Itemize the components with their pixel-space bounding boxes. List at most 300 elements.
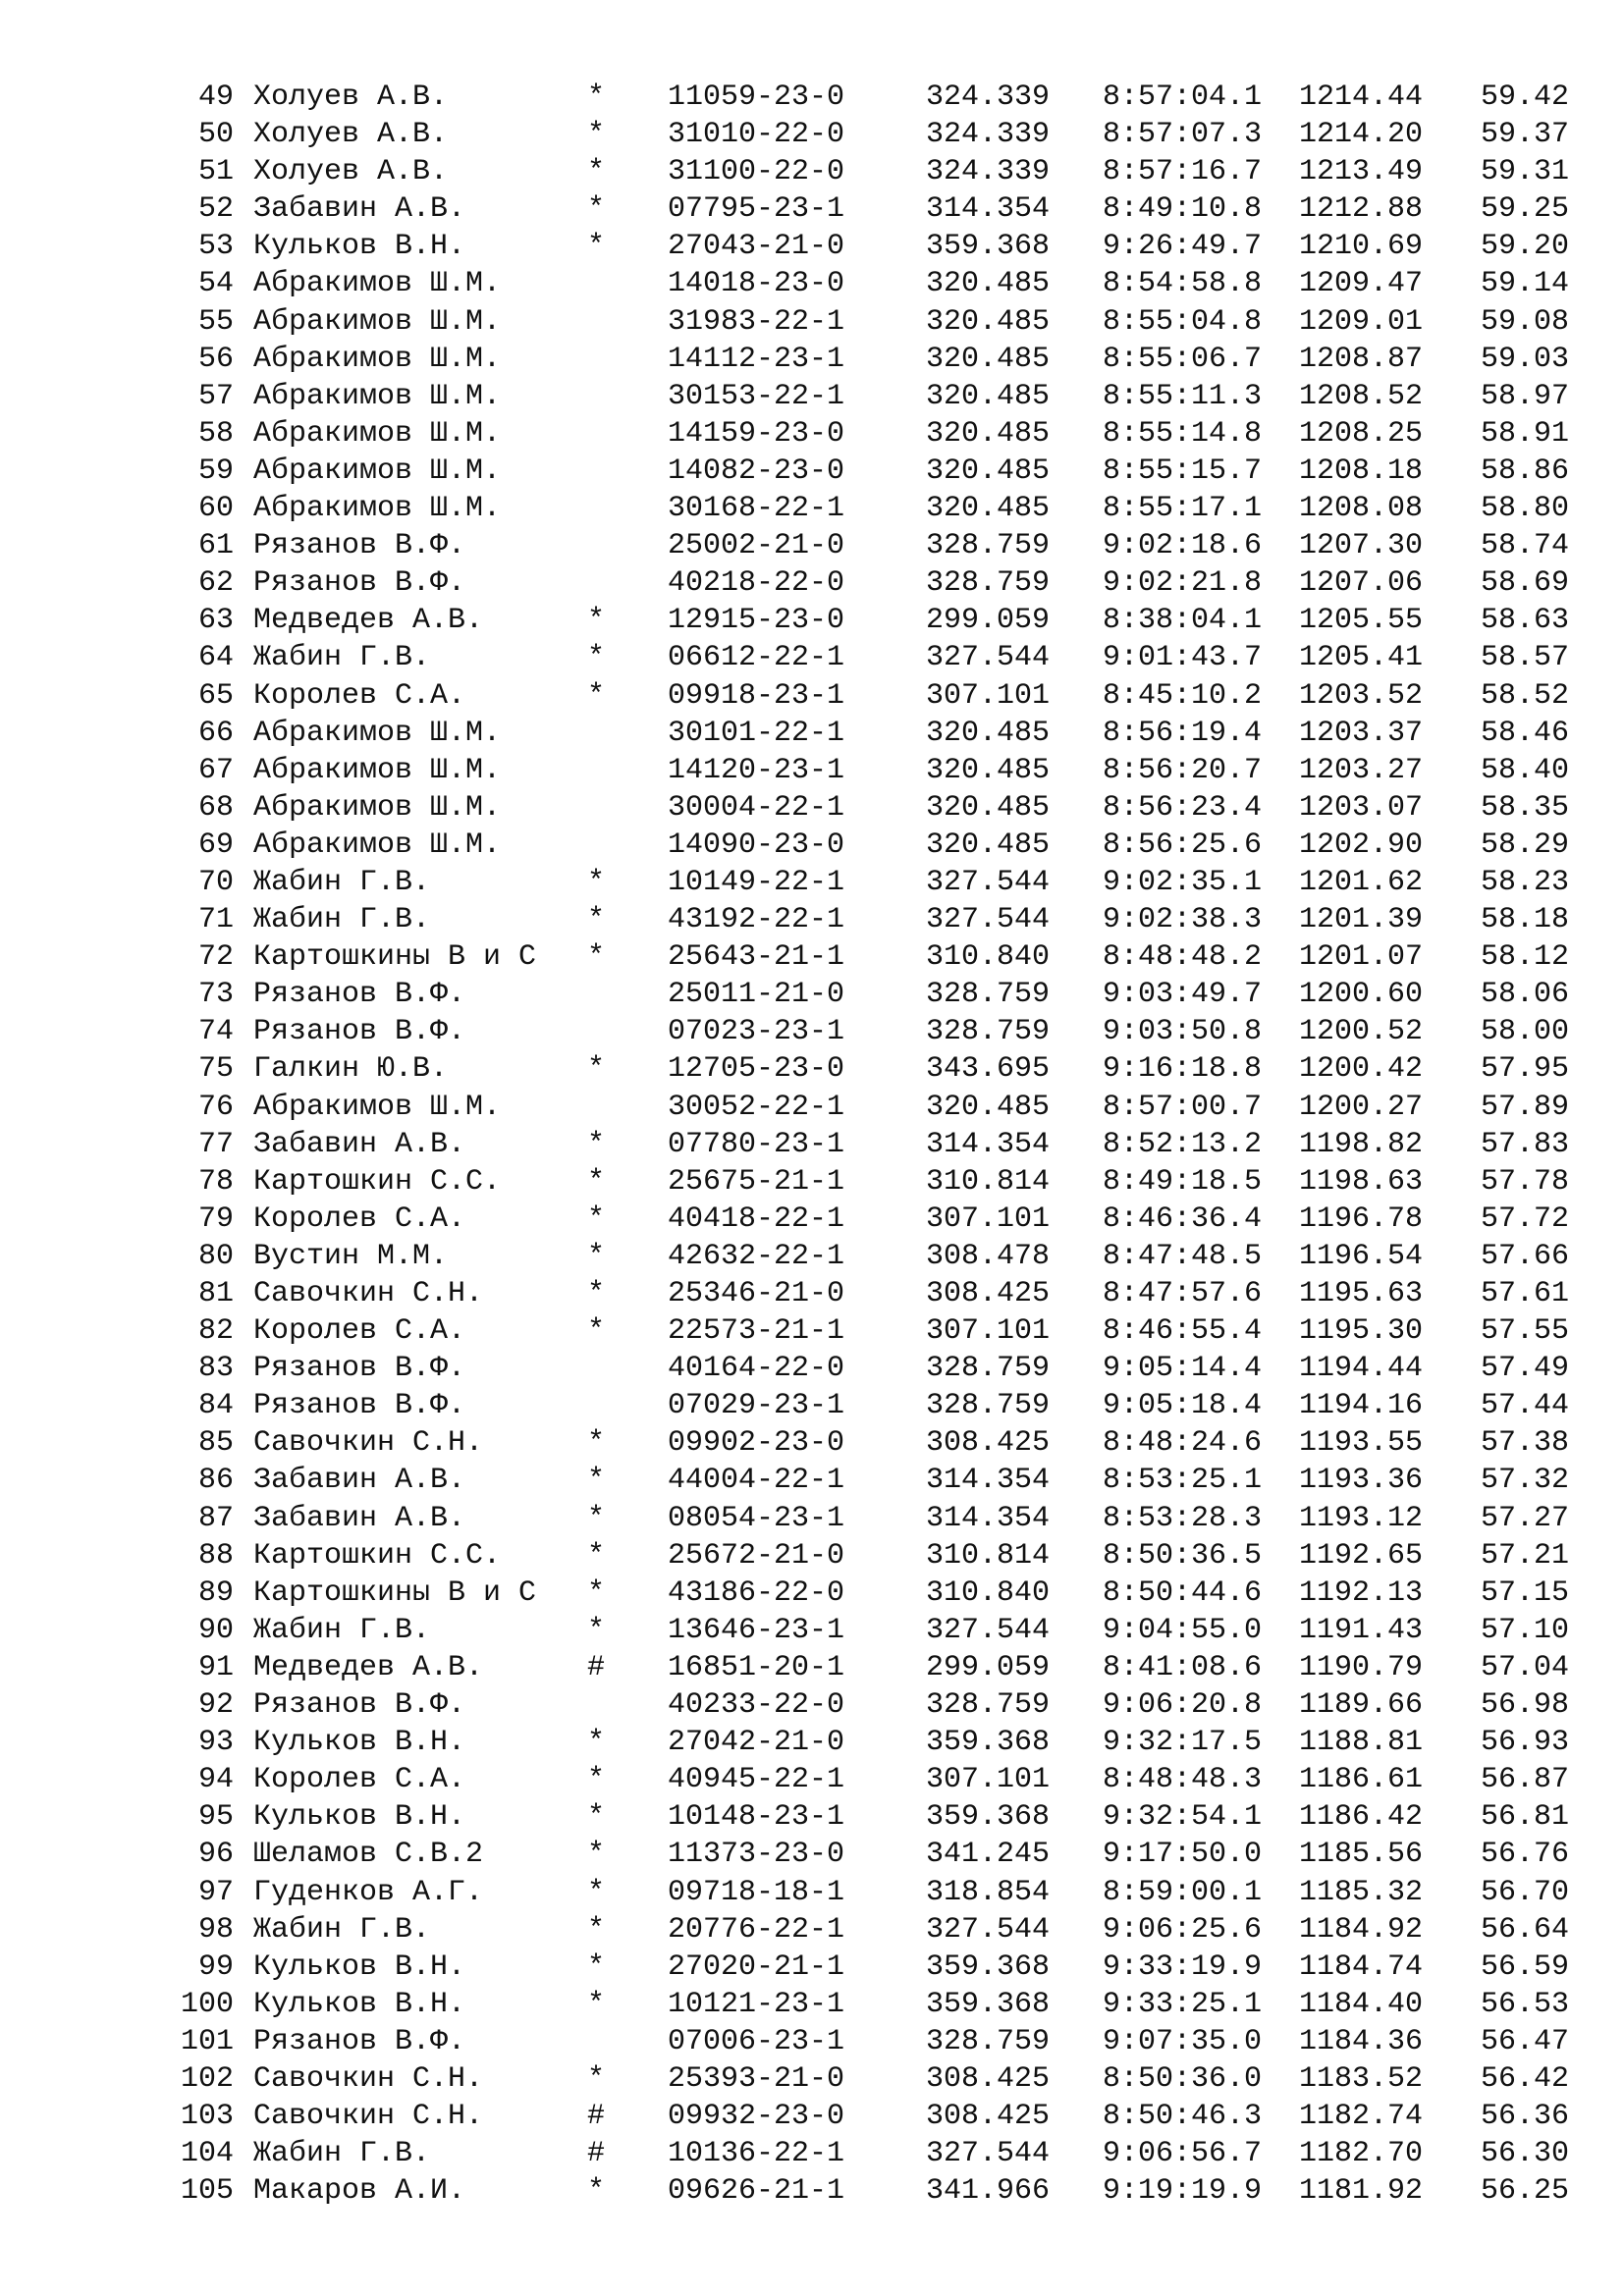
distance: 328.759 [926,1352,1051,1386]
score: 57.78 [1481,1164,1570,1199]
distance: 307.101 [926,1763,1051,1797]
position-number: 56 [197,342,234,376]
speed: 1210.69 [1299,230,1424,264]
arrival-time: 8:46:36.4 [1103,1201,1263,1236]
distance: 308.425 [926,1277,1051,1310]
speed: 1190.79 [1299,1650,1424,1684]
speed: 1207.30 [1299,529,1424,563]
score: 58.18 [1481,903,1570,937]
entry-mark: * [587,1987,606,2021]
ring-number: 06612-22-1 [668,641,845,675]
owner-name: Картошкин С.С. [253,1538,502,1573]
table-row [0,639,1624,676]
speed: 1201.62 [1299,865,1424,899]
distance: 320.485 [926,416,1051,451]
owner-name: Рязанов В.Ф. [253,1688,466,1723]
position-number: 79 [197,1201,234,1236]
ring-number: 10148-23-1 [668,1800,845,1835]
speed: 1182.70 [1299,2137,1424,2171]
distance: 327.544 [926,2137,1051,2171]
position-number: 100 [180,1987,234,2021]
arrival-time: 8:59:00.1 [1103,1875,1263,1909]
speed: 1184.74 [1299,1949,1424,1984]
distance: 320.485 [926,304,1051,339]
distance: 327.544 [926,1912,1051,1947]
owner-name: Савочкин С.Н. [253,2061,484,2096]
position-number: 103 [180,2100,234,2134]
ring-number: 07006-23-1 [668,2024,845,2058]
score: 58.46 [1481,716,1570,750]
table-row [0,1500,1624,1537]
speed: 1198.82 [1299,1127,1424,1161]
position-number: 94 [197,1763,234,1797]
score: 57.55 [1481,1314,1570,1349]
score: 58.35 [1481,790,1570,825]
distance: 327.544 [926,865,1051,899]
table-row [0,1911,1624,1949]
speed: 1208.08 [1299,492,1424,526]
distance: 308.425 [926,1426,1051,1461]
arrival-time: 8:50:44.6 [1103,1575,1263,1610]
owner-name: Абракимов Ш.М. [253,753,502,787]
table-row [0,1798,1624,1836]
table-row [0,153,1624,190]
table-row [0,1238,1624,1275]
table-row [0,2023,1624,2060]
score: 56.53 [1481,1987,1570,2021]
table-row [0,527,1624,564]
distance: 328.759 [926,1389,1051,1423]
speed: 1214.44 [1299,80,1424,114]
distance: 320.485 [926,492,1051,526]
ring-number: 25346-21-0 [668,1277,845,1310]
entry-mark: * [587,1501,606,1535]
position-number: 78 [197,1164,234,1199]
entry-mark: # [587,2100,606,2134]
entry-mark: * [587,940,606,975]
position-number: 92 [197,1688,234,1723]
owner-name: Картошкин С.С. [253,1164,502,1199]
owner-name: Абракимов Ш.М. [253,454,502,488]
entry-mark: * [587,903,606,937]
ring-number: 10136-22-1 [668,2137,845,2171]
speed: 1214.20 [1299,118,1424,152]
speed: 1182.74 [1299,2100,1424,2134]
owner-name: Медведев А.В. [253,1650,484,1684]
owner-name: Рязанов В.Ф. [253,1015,466,1049]
arrival-time: 9:02:18.6 [1103,529,1263,563]
ring-number: 10149-22-1 [668,865,845,899]
ring-number: 43192-22-1 [668,903,845,937]
speed: 1208.25 [1299,416,1424,451]
distance: 299.059 [926,1650,1051,1684]
position-number: 93 [197,1726,234,1760]
position-number: 74 [197,1015,234,1049]
table-row [0,1201,1624,1238]
owner-name: Шеламов С.В.2 [253,1838,484,1872]
entry-mark: * [587,641,606,675]
table-row [0,1986,1624,2023]
arrival-time: 9:26:49.7 [1103,230,1263,264]
owner-name: Кульков В.Н. [253,1800,466,1835]
score: 58.63 [1481,604,1570,638]
table-row [0,1424,1624,1462]
arrival-time: 8:49:10.8 [1103,192,1263,227]
arrival-time: 9:19:19.9 [1103,2174,1263,2209]
score: 58.40 [1481,753,1570,787]
entry-mark: * [587,80,606,114]
distance: 359.368 [926,1726,1051,1760]
score: 56.87 [1481,1763,1570,1797]
distance: 328.759 [926,978,1051,1012]
position-number: 80 [197,1239,234,1273]
table-row [0,1050,1624,1088]
entry-mark: * [587,1426,606,1461]
arrival-time: 9:06:56.7 [1103,2137,1263,2171]
distance: 320.485 [926,790,1051,825]
owner-name: Кульков В.Н. [253,230,466,264]
arrival-time: 8:50:36.0 [1103,2061,1263,2096]
score: 57.61 [1481,1277,1570,1310]
position-number: 82 [197,1314,234,1349]
speed: 1193.12 [1299,1501,1424,1535]
position-number: 63 [197,604,234,638]
score: 59.03 [1481,342,1570,376]
distance: 308.478 [926,1239,1051,1273]
entry-mark: * [587,118,606,152]
owner-name: Рязанов В.Ф. [253,529,466,563]
score: 58.91 [1481,416,1570,451]
ring-number: 25002-21-0 [668,529,845,563]
table-row [0,490,1624,527]
position-number: 104 [180,2137,234,2171]
score: 57.38 [1481,1426,1570,1461]
ring-number: 27042-21-0 [668,1726,845,1760]
speed: 1193.55 [1299,1426,1424,1461]
distance: 318.854 [926,1875,1051,1909]
score: 57.66 [1481,1239,1570,1273]
speed: 1208.18 [1299,454,1424,488]
distance: 359.368 [926,1949,1051,1984]
arrival-time: 8:48:24.6 [1103,1426,1263,1461]
score: 59.08 [1481,304,1570,339]
speed: 1192.65 [1299,1538,1424,1573]
score: 56.36 [1481,2100,1570,2134]
speed: 1191.43 [1299,1613,1424,1647]
entry-mark: * [587,230,606,264]
table-row [0,901,1624,938]
owner-name: Кульков В.Н. [253,1987,466,2021]
table-row [0,789,1624,827]
arrival-time: 8:50:36.5 [1103,1538,1263,1573]
speed: 1184.92 [1299,1912,1424,1947]
owner-name: Картошкины В и С [253,940,537,975]
table-row [0,1761,1624,1798]
entry-mark: * [587,865,606,899]
table-row [0,79,1624,116]
owner-name: Королев С.А. [253,1763,466,1797]
position-number: 75 [197,1052,234,1087]
arrival-time: 9:32:17.5 [1103,1726,1263,1760]
distance: 307.101 [926,1314,1051,1349]
score: 58.97 [1481,379,1570,413]
distance: 324.339 [926,80,1051,114]
owner-name: Абракимов Ш.М. [253,716,502,750]
arrival-time: 9:33:19.9 [1103,1949,1263,1984]
table-row [0,1537,1624,1575]
position-number: 102 [180,2061,234,2096]
speed: 1208.87 [1299,342,1424,376]
entry-mark: * [587,1912,606,1947]
distance: 308.425 [926,2100,1051,2134]
arrival-time: 9:05:14.4 [1103,1352,1263,1386]
table-row [0,1612,1624,1649]
ring-number: 31010-22-0 [668,118,845,152]
speed: 1213.49 [1299,155,1424,189]
owner-name: Гуденков А.Г. [253,1875,484,1909]
ring-number: 20776-22-1 [668,1912,845,1947]
distance: 310.814 [926,1538,1051,1573]
ring-number: 14018-23-0 [668,267,845,301]
score: 56.76 [1481,1838,1570,1872]
table-row [0,1575,1624,1612]
arrival-time: 9:16:18.8 [1103,1052,1263,1087]
position-number: 62 [197,566,234,601]
arrival-time: 8:45:10.2 [1103,678,1263,713]
position-number: 53 [197,230,234,264]
position-number: 66 [197,716,234,750]
distance: 307.101 [926,1201,1051,1236]
position-number: 90 [197,1613,234,1647]
ring-number: 12705-23-0 [668,1052,845,1087]
score: 56.98 [1481,1688,1570,1723]
arrival-time: 8:50:46.3 [1103,2100,1263,2134]
owner-name: Рязанов В.Ф. [253,566,466,601]
arrival-time: 9:06:25.6 [1103,1912,1263,1947]
score: 56.47 [1481,2024,1570,2058]
position-number: 64 [197,641,234,675]
entry-mark: * [587,1052,606,1087]
speed: 1208.52 [1299,379,1424,413]
distance: 341.966 [926,2174,1051,2209]
entry-mark: * [587,604,606,638]
distance: 310.814 [926,1164,1051,1199]
table-row [0,864,1624,901]
owner-name: Абракимов Ш.М. [253,790,502,825]
speed: 1185.56 [1299,1838,1424,1872]
ring-number: 09918-23-1 [668,678,845,713]
owner-name: Рязанов В.Ф. [253,2024,466,2058]
arrival-time: 8:55:17.1 [1103,492,1263,526]
entry-mark: * [587,155,606,189]
entry-mark: * [587,1239,606,1273]
ring-number: 31100-22-0 [668,155,845,189]
score: 57.27 [1481,1501,1570,1535]
entry-mark: * [587,1875,606,1909]
ring-number: 40233-22-0 [668,1688,845,1723]
table-row [0,1013,1624,1050]
ring-number: 25393-21-0 [668,2061,845,2096]
arrival-time: 8:55:14.8 [1103,416,1263,451]
owner-name: Жабин Г.В. [253,865,431,899]
arrival-time: 8:55:06.7 [1103,342,1263,376]
table-row [0,1686,1624,1724]
score: 58.52 [1481,678,1570,713]
arrival-time: 9:01:43.7 [1103,641,1263,675]
table-row [0,1836,1624,1873]
score: 58.80 [1481,492,1570,526]
table-row [0,2135,1624,2172]
distance: 320.485 [926,716,1051,750]
ring-number: 09902-23-0 [668,1426,845,1461]
ring-number: 13646-23-1 [668,1613,845,1647]
table-row [0,228,1624,265]
arrival-time: 8:47:57.6 [1103,1277,1263,1310]
entry-mark: * [587,1838,606,1872]
score: 59.25 [1481,192,1570,227]
table-row [0,938,1624,976]
arrival-time: 9:03:49.7 [1103,978,1263,1012]
table-row [0,190,1624,228]
entry-mark: * [587,1575,606,1610]
ring-number: 07780-23-1 [668,1127,845,1161]
speed: 1201.07 [1299,940,1424,975]
distance: 320.485 [926,828,1051,862]
ring-number: 30004-22-1 [668,790,845,825]
position-number: 61 [197,529,234,563]
arrival-time: 9:04:55.0 [1103,1613,1263,1647]
entry-mark: * [587,2061,606,2096]
owner-name: Абракимов Ш.М. [253,267,502,301]
distance: 299.059 [926,604,1051,638]
position-number: 55 [197,304,234,339]
speed: 1203.27 [1299,753,1424,787]
position-number: 67 [197,753,234,787]
arrival-time: 8:55:04.8 [1103,304,1263,339]
results-table [0,79,1624,2210]
speed: 1200.60 [1299,978,1424,1012]
speed: 1212.88 [1299,192,1424,227]
distance: 314.354 [926,192,1051,227]
arrival-time: 9:33:25.1 [1103,1987,1263,2021]
speed: 1196.78 [1299,1201,1424,1236]
ring-number: 30052-22-1 [668,1090,845,1124]
ring-number: 40418-22-1 [668,1201,845,1236]
position-number: 85 [197,1426,234,1461]
arrival-time: 8:56:25.6 [1103,828,1263,862]
owner-name: Абракимов Ш.М. [253,492,502,526]
table-row [0,415,1624,453]
ring-number: 11373-23-0 [668,1838,845,1872]
ring-number: 12915-23-0 [668,604,845,638]
position-number: 54 [197,267,234,301]
distance: 327.544 [926,903,1051,937]
distance: 341.245 [926,1838,1051,1872]
ring-number: 27043-21-0 [668,230,845,264]
position-number: 59 [197,454,234,488]
entry-mark: * [587,2174,606,2209]
ring-number: 10121-23-1 [668,1987,845,2021]
score: 57.04 [1481,1650,1570,1684]
table-row [0,564,1624,602]
entry-mark: * [587,1949,606,1984]
arrival-time: 8:41:08.6 [1103,1650,1263,1684]
owner-name: Савочкин С.Н. [253,2100,484,2134]
owner-name: Савочкин С.Н. [253,1277,484,1310]
distance: 328.759 [926,529,1051,563]
owner-name: Галкин Ю.В. [253,1052,449,1087]
table-row [0,2060,1624,2098]
entry-mark: * [587,1613,606,1647]
arrival-time: 8:57:07.3 [1103,118,1263,152]
speed: 1203.07 [1299,790,1424,825]
score: 57.49 [1481,1352,1570,1386]
table-row [0,341,1624,378]
distance: 324.339 [926,155,1051,189]
entry-mark: * [587,1314,606,1349]
distance: 328.759 [926,2024,1051,2058]
position-number: 58 [197,416,234,451]
arrival-time: 9:02:35.1 [1103,865,1263,899]
position-number: 88 [197,1538,234,1573]
position-number: 65 [197,678,234,713]
owner-name: Жабин Г.В. [253,1912,431,1947]
position-number: 98 [197,1912,234,1947]
score: 58.06 [1481,978,1570,1012]
table-row [0,677,1624,715]
score: 56.42 [1481,2061,1570,2096]
entry-mark: * [587,1800,606,1835]
score: 57.95 [1481,1052,1570,1087]
ring-number: 14082-23-0 [668,454,845,488]
owner-name: Холуев А.В. [253,155,449,189]
owner-name: Забавин А.В. [253,1464,466,1498]
ring-number: 44004-22-1 [668,1464,845,1498]
ring-number: 14112-23-1 [668,342,845,376]
position-number: 70 [197,865,234,899]
ring-number: 25672-21-0 [668,1538,845,1573]
distance: 328.759 [926,1688,1051,1723]
table-row [0,2098,1624,2135]
distance: 320.485 [926,753,1051,787]
owner-name: Картошкины В и С [253,1575,537,1610]
table-row [0,1089,1624,1126]
owner-name: Вустин М.М. [253,1239,449,1273]
arrival-time: 8:47:48.5 [1103,1239,1263,1273]
distance: 314.354 [926,1464,1051,1498]
score: 57.72 [1481,1201,1570,1236]
table-row [0,752,1624,789]
ring-number: 07795-23-1 [668,192,845,227]
owner-name: Королев С.А. [253,1314,466,1349]
distance: 314.354 [926,1501,1051,1535]
table-row [0,265,1624,302]
ring-number: 27020-21-1 [668,1949,845,1984]
score: 57.21 [1481,1538,1570,1573]
speed: 1207.06 [1299,566,1424,601]
owner-name: Холуев А.В. [253,80,449,114]
arrival-time: 9:05:18.4 [1103,1389,1263,1423]
score: 57.15 [1481,1575,1570,1610]
ring-number: 14159-23-0 [668,416,845,451]
entry-mark: * [587,192,606,227]
arrival-time: 9:02:21.8 [1103,566,1263,601]
entry-mark: * [587,1538,606,1573]
position-number: 87 [197,1501,234,1535]
arrival-time: 8:48:48.2 [1103,940,1263,975]
table-row [0,1874,1624,1911]
owner-name: Жабин Г.В. [253,641,431,675]
